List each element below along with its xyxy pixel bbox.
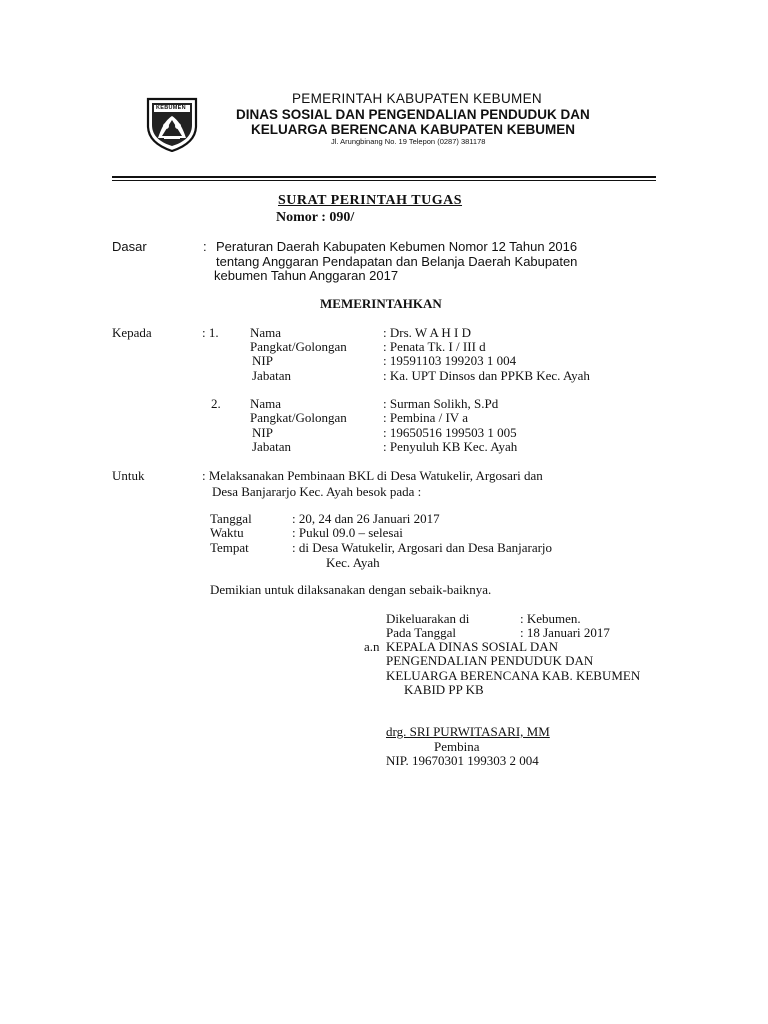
person-1-name-value: : Drs. W A H I D — [383, 325, 471, 340]
letterhead-agency-line1: DINAS SOSIAL DAN PENGENDALIAN PENDUDUK DAN — [236, 107, 590, 122]
waktu-key: Waktu — [210, 525, 244, 540]
logo-label: KEBUMEN — [156, 105, 186, 111]
person-1-position-value: : Ka. UPT Dinsos dan PPKB Kec. Ayah — [383, 368, 590, 383]
person-1-nip-key: NIP — [252, 353, 273, 368]
letterhead-agency-line2: KELUARGA BERENCANA KABUPATEN KEBUMEN — [251, 122, 575, 137]
signatory-line-3: KELUARGA BERENCANA KAB. KEBUMEN — [386, 668, 641, 683]
person-2-name-key: Nama — [250, 396, 282, 411]
dasar-text-3: kebumen Tahun Anggaran 2017 — [214, 268, 399, 283]
person-1-nip-value: : 19591103 199203 1 004 — [383, 353, 517, 368]
memerintahkan-heading: MEMERINTAHKAN — [320, 296, 442, 311]
person-2-rank-value: : Pembina / IV a — [383, 410, 468, 425]
person-1-number: : 1. — [202, 325, 219, 340]
untuk-label: Untuk — [112, 468, 145, 483]
person-1-position-key: Jabatan — [252, 368, 291, 383]
person-2-position-value: : Penyuluh KB Kec. Ayah — [383, 439, 518, 454]
issued-date-value: : 18 Januari 2017 — [520, 625, 610, 640]
letterhead-government: PEMERINTAH KABUPATEN KEBUMEN — [292, 91, 542, 106]
signatory-an: a.n — [364, 639, 380, 654]
closing-text: Demikian untuk dilaksanakan dengan sebaik-baiknya. — [210, 582, 492, 597]
signatory-line-4: KABID PP KB — [404, 682, 484, 697]
signatory-nip: NIP. 19670301 199303 2 004 — [386, 753, 539, 768]
issued-place-key: Dikeluarakan di — [386, 611, 470, 626]
untuk-text-2: Desa Banjararjo Kec. Ayah besok pada : — [212, 484, 422, 499]
person-2-nip-value: : 19650516 199503 1 005 — [383, 425, 517, 440]
signatory-line-2: PENGENDALIAN PENDUDUK DAN — [386, 653, 594, 668]
signatory-line-1: KEPALA DINAS SOSIAL DAN — [386, 639, 559, 654]
tempat-value-2: Kec. Ayah — [326, 555, 380, 570]
person-2-name-value: : Surman Solikh, S.Pd — [383, 396, 499, 411]
signatory-name: drg. SRI PURWITASARI, MM — [386, 724, 550, 739]
waktu-value: : Pukul 09.0 – selesai — [292, 525, 403, 540]
person-1-rank-value: : Penata Tk. I / III d — [383, 339, 486, 354]
letterhead-address: Jl. Arungbinang No. 19 Telepon (0287) 381178 — [331, 137, 486, 146]
issued-place-value: : Kebumen. — [520, 611, 581, 626]
tempat-key: Tempat — [210, 540, 249, 555]
document-number: Nomor : 090/ — [276, 210, 355, 225]
person-2-rank-key: Pangkat/Golongan — [250, 410, 347, 425]
document-title: SURAT PERINTAH TUGAS — [278, 193, 463, 208]
tanggal-key: Tanggal — [210, 511, 252, 526]
person-2-number: 2. — [211, 396, 221, 411]
person-1-name-key: Nama — [250, 325, 282, 340]
dasar-text-1: Peraturan Daerah Kabupaten Kebumen Nomor 12 Tahun 2016 — [216, 239, 578, 254]
dasar-text-2: tentang Anggaran Pendapatan dan Belanja Daerah Kabupaten — [216, 254, 578, 269]
person-2-nip-key: NIP — [252, 425, 273, 440]
untuk-text-1: : Melaksanakan Pembinaan BKL di Desa Watukelir, Argosari dan — [202, 468, 543, 483]
header-rule-thin — [112, 180, 656, 181]
person-1-rank-key: Pangkat/Golongan — [250, 339, 347, 354]
dasar-label: Dasar — [112, 239, 147, 254]
issued-date-key: Pada Tanggal — [386, 625, 456, 640]
person-2-position-key: Jabatan — [252, 439, 291, 454]
header-rule-thick — [112, 176, 656, 178]
dasar-colon: : — [203, 239, 207, 254]
tanggal-value: : 20, 24 dan 26 Januari 2017 — [292, 511, 440, 526]
signatory-rank: Pembina — [434, 739, 480, 754]
regency-logo — [144, 96, 200, 152]
kepada-label: Kepada — [112, 325, 152, 340]
tempat-value: : di Desa Watukelir, Argosari dan Desa Banjararjo — [292, 540, 553, 555]
